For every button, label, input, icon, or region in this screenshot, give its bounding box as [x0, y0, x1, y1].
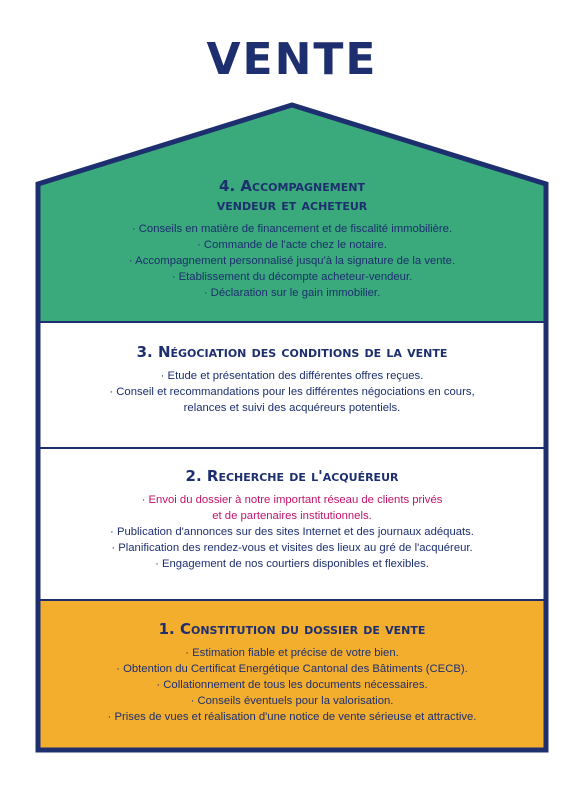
list-item: · Commande de l'acte chez le notaire.	[197, 239, 387, 251]
section-highlight-items	[46, 492, 538, 524]
list-item: · Estimation fiable et précise de votre bien.	[185, 647, 399, 659]
list-item: · Conseil et recommandations pour les différentes négociations en cours,	[109, 386, 475, 398]
list-item: · Obtention du Certificat Energétique Cantonal des Bâtiments (CECB).	[116, 663, 468, 675]
section-title	[46, 177, 538, 215]
section-items	[46, 368, 538, 416]
list-item: · Accompagnement personnalisé jusqu'à la signature de la vente.	[128, 255, 456, 267]
list-item: · Conseils en matière de financement et de fiscalité immobilière.	[131, 223, 453, 235]
section-number: 3.	[136, 343, 153, 361]
section-items	[46, 221, 538, 301]
list-item: · Etude et présentation des différentes offres reçues.	[160, 370, 424, 382]
section-title	[46, 467, 538, 486]
section-title-line1: Constitution du dossier de vente	[179, 620, 426, 638]
list-item: · Publication d'annonces sur des sites Internet et des journaux adéquats.	[110, 526, 474, 538]
list-item: et de partenaires institutionnels.	[212, 510, 372, 522]
list-item: relances et suivi des acquéreurs potentiels.	[183, 402, 401, 414]
section-items	[46, 645, 538, 725]
list-item: · Déclaration sur le gain immobilier.	[203, 287, 381, 299]
section-title-line1: Négociation des conditions de la vente	[157, 343, 448, 361]
page-title: VENTE	[206, 34, 378, 85]
section-title	[46, 620, 538, 639]
section-items	[46, 524, 538, 572]
section-recherche	[40, 467, 544, 595]
list-item: · Etablissement du décompte acheteur-vendeur.	[171, 271, 413, 283]
list-item: · Engagement de nos courtiers disponibles et flexibles.	[155, 558, 429, 570]
section-constitution	[40, 620, 544, 745]
list-item: · Planification des rendez-vous et visites des lieux au gré de l'acquéreur.	[111, 542, 473, 554]
section-title-line2: vendeur et acheteur	[216, 196, 368, 214]
list-item: · Collationnement de tous les documents nécessaires.	[156, 679, 428, 691]
section-number: 4.	[219, 177, 236, 195]
section-negociation	[40, 343, 544, 443]
section-number: 1.	[158, 620, 175, 638]
list-item: · Conseils éventuels pour la valorisation.	[190, 695, 394, 707]
section-title	[46, 343, 538, 362]
list-item: · Envoi du dossier à notre important réseau de clients privés	[141, 494, 443, 506]
section-title-line1: Recherche de l'acquéreur	[206, 467, 399, 485]
list-item: · Prises de vues et réalisation d'une notice de vente sérieuse et attractive.	[107, 711, 477, 723]
section-accompagnement	[40, 177, 544, 322]
section-title-line1: Accompagnement	[240, 177, 365, 195]
section-number: 2.	[185, 467, 202, 485]
